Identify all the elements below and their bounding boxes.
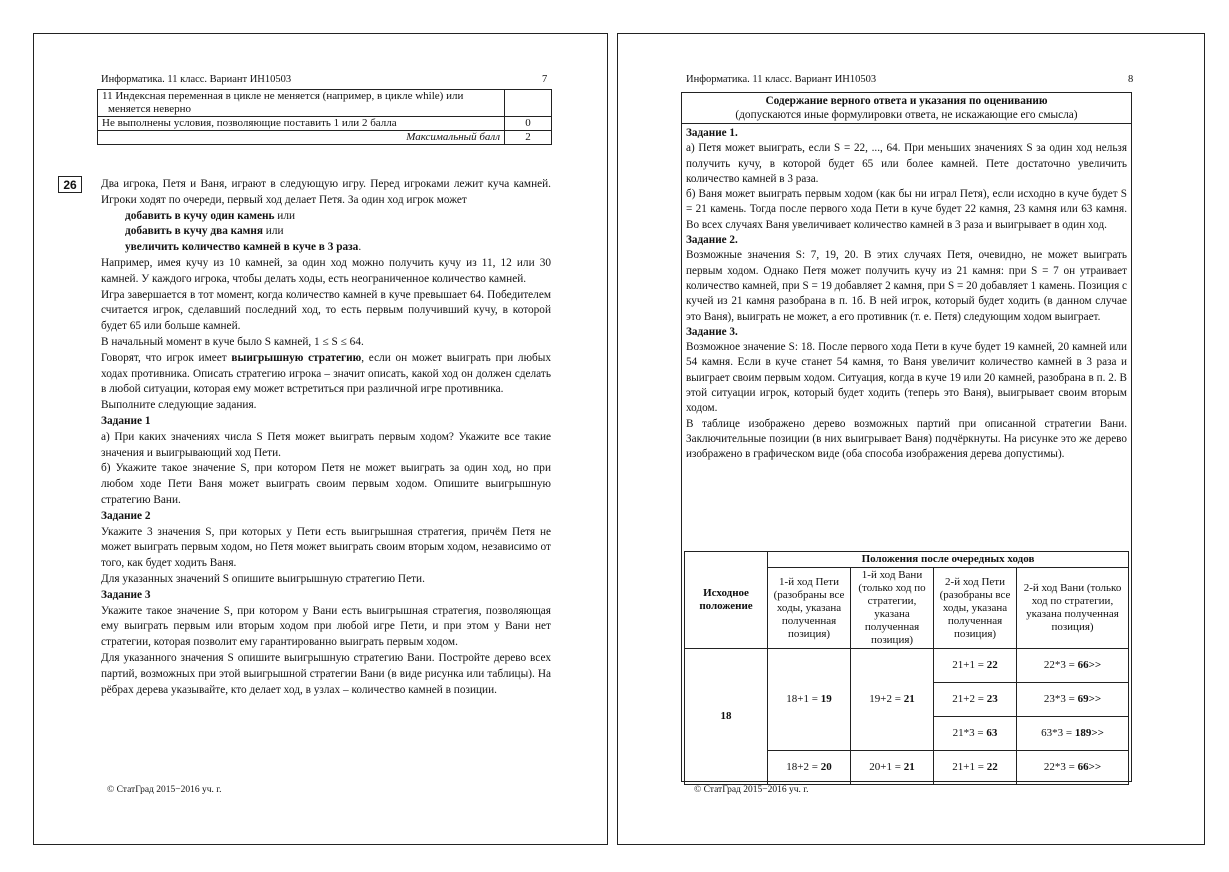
answer-box (681, 92, 1132, 782)
move-expr: 23*3 = (1043, 693, 1078, 705)
max-score-label: Максимальный балл (98, 131, 505, 145)
move-expr: 21+1 = (952, 761, 987, 773)
task-heading: Задание 2 (101, 509, 151, 522)
move-text: добавить в кучу два камня (125, 225, 263, 238)
table-row (685, 552, 1129, 568)
paragraph: Игра завершается в тот момент, когда количество камней в куче превышает 64. Победителем считается игрок, сделавший последний ход, то есть первым получивший кучу, в которой будет 65 или больше камней. (101, 288, 551, 333)
tree-cell (768, 649, 851, 751)
page-number: 8 (1128, 74, 1134, 85)
rubric-cell: 11 Индексная переменная в цикле не меняется (например, в цикле while) или меняется неверно (98, 90, 505, 117)
tree-cell (851, 649, 934, 751)
task-heading: Задание 1 (101, 414, 151, 427)
table-row (98, 117, 552, 131)
move-result: 66>> (1077, 659, 1102, 671)
move-result: 23 (986, 693, 998, 705)
tree-cell (1017, 649, 1129, 683)
answer-title: Содержание верного ответа и указания по оцениванию (765, 95, 1048, 107)
column-header: 2-й ход Вани (только ход по стратегии, указана полученная позиция) (1017, 568, 1129, 649)
answer-text (682, 124, 1131, 463)
table-row (685, 649, 1129, 683)
move-option (101, 224, 551, 240)
page-8 (617, 33, 1205, 845)
task-heading: Задание 2. (686, 234, 738, 247)
paragraph: Для указанного значения S опишите выигрышную стратегию Вани. Постройте дерево всех партий, возможных при этой выигрышной стратегии Вани (в виде рисунка или таблицы). На рёбрах дерева указывайте, кто делает ход, в узлах – количество камней в позиции. (101, 651, 551, 696)
start-cell: 18 (685, 649, 768, 785)
bold-term: выигрышную стратегию (231, 351, 362, 364)
answer-subtitle: (допускаются иные формулировки ответа, не искажающие его смысла) (682, 108, 1131, 124)
task-number-box: 26 (58, 176, 82, 193)
max-score-value: 2 (505, 131, 552, 145)
game-tree-table (684, 551, 1129, 785)
move-expr: 18+1 = (786, 693, 821, 705)
text-span: , если он может выиграть при любых ходах противника. Описать стратегию игрока – значит описать, какой ход он должен сделать в любой ситуации, которая ему может встретиться при различной игре противника. (101, 351, 551, 396)
group-header: Положения после очередных ходов (768, 552, 1129, 568)
paragraph: Возможные значения S: 7, 19, 20. В этих случаях Петя, очевидно, не может выиграть первым ходом. Однако Петя может получить кучу из 21 камня: при S = 7 он утраивает количество камней, при S = 19 добавляет 2 камня, при S = 20 добавляет 1 камень. Позиция с кучей из 21 камня разобрана в п. 1б. В ней игрок, который будет ходить (в данном случае это Ваня), выиграть не может, а его противник (т. е. Петя) следующим ходом выиграет. (686, 249, 1127, 323)
rubric-cell: Не выполнены условия, позволяющие поставить 1 или 2 балла (98, 117, 505, 131)
page-footer: © СтатГрад 2015−2016 уч. г. (107, 785, 222, 795)
task-heading: Задание 3. (686, 325, 738, 338)
tree-cell (934, 751, 1017, 785)
move-expr: 20+1 = (869, 761, 904, 773)
move-result: 189>> (1074, 727, 1104, 739)
move-expr: 21*3 = (952, 727, 987, 739)
page-header: Информатика. 11 класс. Вариант ИН10503 (101, 74, 292, 85)
paragraph: Например, имея кучу из 10 камней, за один ход можно получить кучу из 11, 12 или 30 камней. У каждого игрока, чтобы делать ходы, есть неограниченное количество камней. (101, 256, 551, 285)
tree-cell (1017, 717, 1129, 751)
move-expr: 18+2 = (786, 761, 821, 773)
text-span: Говорят, что игрок имеет (101, 351, 232, 364)
move-result: 22 (986, 761, 998, 773)
tree-cell (934, 649, 1017, 683)
move-result: 20 (820, 761, 832, 773)
tree-cell (768, 751, 851, 785)
paragraph: б) Ваня может выиграть первым ходом (как бы ни играл Петя), если исходно в куче будет S = 21 камень. Тогда после первого хода Пети в куче будет 22 камня, 23 камня или 63 камня. Во всех случаях Ваня увеличивает количество камней в 3 раза и выигрывает в один ход. (686, 188, 1127, 231)
move-result: 66>> (1077, 761, 1102, 773)
rubric-table (97, 89, 552, 145)
column-header: 1-й ход Вани (только ход по стратегии, указана полученная позиция) (851, 568, 934, 649)
move-expr: 22*3 = (1043, 761, 1078, 773)
move-result: 69>> (1077, 693, 1102, 705)
move-text: увеличить количество камней в куче в 3 раза (125, 241, 359, 254)
tree-cell (934, 683, 1017, 717)
move-expr: 63*3 = (1041, 727, 1075, 739)
move-expr: 22*3 = (1043, 659, 1078, 671)
page-footer: © СтатГрад 2015−2016 уч. г. (694, 785, 809, 795)
paragraph: В начальный момент в куче было S камней, 1 ≤ S ≤ 64. (101, 335, 364, 348)
paragraph: Возможное значение S: 18. После первого хода Пети в куче будет 19 камней, 20 камней или 54 камня. Если в куче станет 54 камня, то Ваня увеличит количество камней в 3 раза и выиграет своим первым ходом. Ситуация, когда в куче 19 или 20 камней, разобрана в п. 2. В этой ситуации игрок, который будет ходить (теперь это Ваня), выигрывает своим вторым ходом. (686, 341, 1127, 415)
paragraph: а) Петя может выиграть, если S = 22, ..., 64. При меньших значениях S за один ход нельзя получить кучу, в которой будет 65 или более камней. Пете достаточно увеличить количество камней в 3 раза. (686, 142, 1127, 185)
task-heading: Задание 3 (101, 588, 151, 601)
page-header: Информатика. 11 класс. Вариант ИН10503 (686, 74, 877, 85)
page-7 (33, 33, 608, 845)
move-text: добавить в кучу один камень (125, 209, 275, 222)
move-result: 21 (903, 693, 915, 705)
tree-cell (934, 717, 1017, 751)
move-option (101, 209, 551, 225)
paragraph: Выполните следующие задания. (101, 399, 257, 412)
page-number: 7 (542, 74, 548, 85)
table-row (98, 90, 552, 117)
move-expr: 21+1 = (952, 659, 987, 671)
move-result: 63 (986, 727, 998, 739)
tree-cell (1017, 683, 1129, 717)
score-cell: 0 (505, 117, 552, 131)
paragraph (101, 351, 551, 398)
paragraph: б) Укажите такое значение S, при котором Петя не может выиграть за один ход, но при любом ходе Пети Ваня может выиграть своим первым ходом. Опишите выигрышную стратегию Вани. (101, 462, 551, 506)
paragraph: Для указанных значений S опишите выигрышную стратегию Пети. (101, 572, 425, 585)
move-expr: 21+2 = (952, 693, 987, 705)
paragraph: а) При каких значениях числа S Петя может выиграть первым ходом? Укажите все такие значения и выигрывающий ход Пети. (101, 430, 551, 459)
start-header: Исходное положение (685, 552, 768, 649)
column-header: 1-й ход Пети (разобраны все ходы, указана полученная позиция) (768, 568, 851, 649)
table-row (98, 131, 552, 145)
move-suffix: . (358, 241, 362, 254)
problem-text (101, 177, 551, 698)
move-result: 21 (903, 761, 915, 773)
score-cell (505, 90, 552, 117)
move-suffix: или (274, 209, 296, 222)
move-result: 19 (820, 693, 832, 705)
tree-cell (1017, 751, 1129, 785)
column-header: 2-й ход Пети (разобраны все ходы, указана полученная позиция) (934, 568, 1017, 649)
move-expr: 19+2 = (869, 693, 904, 705)
paragraph: Укажите такое значение S, при котором у Вани есть выигрышная стратегия, позволяющая ему выиграть первым или вторым ходом при любой игре Пети, и при этом у Вани нет стратегии, которая позволит ему гарантированно выиграть первым ходом. (101, 604, 551, 649)
move-suffix: или (262, 225, 284, 238)
paragraph: Два игрока, Петя и Ваня, играют в следующую игру. Перед игроками лежит куча камней. Игроки ходят по очереди, первый ход делает Петя. За один ход игрок может (101, 178, 551, 206)
move-option (101, 240, 551, 256)
task-heading: Задание 1. (686, 127, 738, 139)
tree-cell (851, 751, 934, 785)
move-result: 22 (986, 659, 998, 671)
paragraph: Укажите 3 значения S, при которых у Пети есть выигрышная стратегия, причём Петя не может выиграть первым ходом, но Петя может выиграть своим вторым ходом, независимо от того, как будет ходить Ваня. (101, 525, 551, 570)
paragraph: В таблице изображено дерево возможных партий при описанной стратегии Вани. Заключительные позиции (в них выигрывает Ваня) подчёркнуты. На рисунке это же дерево изображено в графическом виде (оба способа изображения дерева допустимы). (686, 417, 1127, 461)
